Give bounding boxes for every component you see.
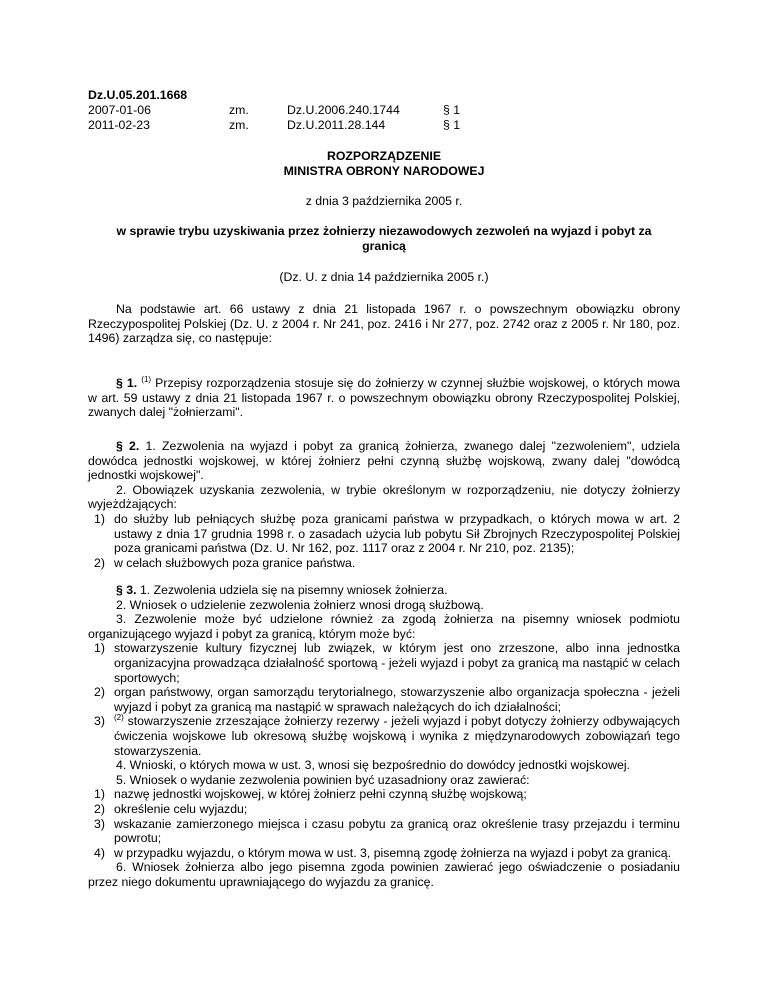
section-1-paragraph: [88, 376, 680, 420]
section-label: § 1.: [116, 376, 138, 390]
list-item: 1) stowarzyszenie kultury fizycznej lub związek, w którym jest ono zrzeszone, albo inna jednostka organizacyjna prowadząca działalność sportową - jeżeli wyjazd i pobyt za granicą ma nastąpić w celach sportowych;: [94, 641, 680, 685]
amendment-source: Dz.U.2011.28.144: [287, 118, 386, 132]
section-label: § 3.: [116, 583, 137, 597]
list-item: 2) w celach służbowych poza granice państwa.: [94, 555, 356, 570]
list-item: 2) określenie celu wyjazdu;: [94, 801, 248, 816]
preamble: [88, 302, 680, 346]
amendment-date: 2007-01-06: [88, 103, 151, 117]
section-3-paragraph-3: 3. Zezwolenie może być udzielone również za zgodą żołnierza na pisemny wniosek podmiotu organizującego wyjazd i pobyt za granicą, którym może być:: [88, 612, 680, 641]
section-label: § 2.: [116, 439, 140, 453]
document-subject: w sprawie trybu uzyskiwania przez żołnierzy niezawodowych zezwoleń na wyjazd i pobyt za granicą: [116, 224, 652, 253]
section-3-paragraph-5: 5. Wniosek o wydanie zezwolenia powinien być uzasadniony oraz zawierać:: [116, 772, 530, 787]
section-1-text: Przepisy rozporządzenia stosuje się do żołnierzy w czynnej służbie wojskowej, o których mowa w art. 59 ustawy z dnia 21 listopada 1967 r. o powszechnym obowiązku obrony Rzeczypospolitej Polskiej, zwanych dalej "żołnierzami".: [88, 376, 680, 420]
list-item: 3) wskazanie zamierzonego miejsca i czasu pobytu za granicą oraz określenie trasy przejazdu i terminu powrotu;: [94, 816, 680, 846]
amendment-type: zm.: [229, 103, 249, 117]
section-2: [88, 439, 680, 570]
publication-info: (Dz. U. z dnia 14 października 2005 r.): [279, 270, 489, 284]
amendment-source: Dz.U.2006.240.1744: [287, 103, 400, 117]
issuing-authority: MINISTRA OBRONY NARODOWEJ: [283, 164, 485, 178]
document-reference: Dz.U.05.201.1668: [88, 88, 188, 102]
list-item: 1) nazwę jednostki wojskowej, w której żołnierz pełni czynną służbę wojskową;: [94, 787, 527, 802]
issue-date: z dnia 3 października 2005 r.: [305, 194, 463, 208]
list-item: 2) organ państwowy, organ samorządu terytorialnego, stowarzyszenie albo organizacja społeczna - jeżeli wyjazd i pobyt za granicą ma nastąpić w sprawach należących do ich działalności;: [94, 685, 680, 714]
document-type: ROZPORZĄDZENIE: [326, 149, 442, 163]
section-3-paragraph-4: 4. Wnioski, o których mowa w ust. 3, wnosi się bezpośrednio do dowódcy jednostki wojskowej.: [116, 758, 630, 773]
section-2-paragraph-2: 2. Obowiązek uzyskania zezwolenia, w trybie określonym w rozporządzeniu, nie dotyczy żołnierzy wyjeżdżających:: [88, 482, 680, 512]
footnote-marker: (2): [114, 713, 124, 723]
section-1: [88, 376, 680, 420]
section-3: [88, 583, 680, 889]
list-item: 4) w przypadku wyjazdu, o którym mowa w ust. 3, pisemną zgodę żołnierza na wyjazd i pobyt za granicą.: [94, 845, 672, 860]
amendment-date: 2011-02-23: [88, 118, 150, 132]
footnote-marker: (1): [141, 374, 152, 384]
section-2-paragraph-1: § 2. 1. Zezwolenia na wyjazd i pobyt za granicą żołnierza, zwanego dalej "zezwoleniem", udziela dowódca jednostki wojskowej, w której żołnierz pełni czynną służbę wojskową, zwany dalej "dowódcą jednostki wojskowej".: [88, 439, 680, 483]
amendment-paragraph: § 1: [443, 118, 461, 132]
section-3-paragraph-2: 2. Wniosek o udzielenie zezwolenia żołnierz wnosi drogą służbową.: [116, 597, 484, 612]
preamble-text: Na podstawie art. 66 ustawy z dnia 21 listopada 1967 r. o powszechnym obowiązku obrony Rzeczypospolitej Polskiej (Dz. U. z 2004 r. Nr 241, poz. 2416 i Nr 277, poz. 2742 oraz z 2005 r. Nr 180, poz. 1496) zarządza się, co następuje:: [88, 302, 680, 346]
section-3-paragraph-6: 6. Wniosek żołnierza albo jego pisemna zgoda powinien zawierać jego oświadczenie o posiadaniu przez niego dokumentu uprawniającego do wyjazdu za granicę.: [88, 860, 680, 889]
list-item: 1) do służby lub pełniących służbę poza granicami państwa w przypadkach, o których mowa w art. 2 ustawy z dnia 17 grudnia 1998 r. o zasadach użycia lub pobytu Sił Zbrojnych Rzeczypospolitej Polskiej poza granicami państwa (Dz. U. Nr 162, poz. 1117 oraz z 2004 r. Nr 210, poz. 2135);: [94, 511, 680, 556]
amendment-type: zm.: [229, 118, 249, 132]
list-item: 3) $^{(2)}$ stowarzyszenie zrzeszające żołnierzy rezerwy - jeżeli wyjazd i pobyt dotyczy żołnierzy odbywających ćwiczenia wojskowe lub okresową służbę wojskową i wynika z międzynarodowych zobowiązań tego stowarzyszenia.: [94, 713, 680, 758]
section-3-paragraph-1: § 3. 1. Zezwolenia udziela się na pisemny wniosek żołnierza.: [116, 583, 448, 597]
amendment-paragraph: § 1: [443, 103, 461, 117]
